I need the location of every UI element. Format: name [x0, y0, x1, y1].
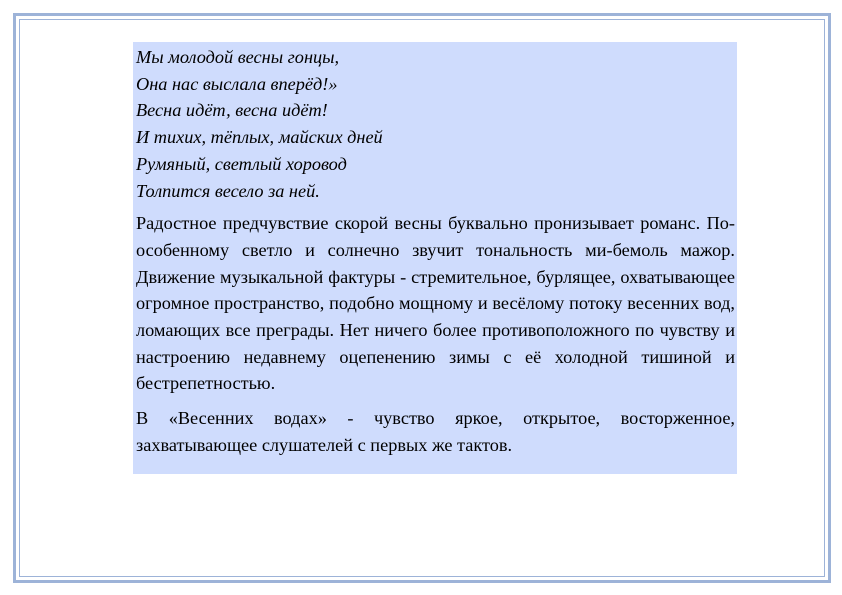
poem-line: Она нас выслала вперёд!»	[136, 73, 338, 94]
poem-line: Мы молодой весны гонцы,	[136, 47, 340, 67]
poem-line: И тихих, тёплых, майских дней	[136, 127, 383, 148]
text-block	[133, 42, 737, 474]
poem-line: Весна идёт, весна идёт!	[136, 100, 328, 121]
conclusion-paragraph: В «Весенних водах» - чувство яркое, открытое, восторженное, захватывающее слушателей с первых же тактов.	[136, 408, 735, 455]
poem-quote	[136, 44, 735, 204]
poem-line: Толпится весело за ней.	[136, 180, 320, 201]
poem-line: Румяный, светлый хоровод	[136, 153, 347, 174]
description-paragraph: Радостное предчувствие скорой весны буквально пронизывает романс. По-особенному светло и солнечно звучит тональность ми-бемоль мажор. Движение музыкальной фактуры - стремительное, бурлящее, охватывающее огромное пространство, подобно мощному и весёлому потоку весенних вод, ломающих все преграды. Нет ничего более противоположного по чувству и настроению недавнему оцепенению зимы с её холодной тишиной и бестрепетностью.	[136, 213, 735, 394]
